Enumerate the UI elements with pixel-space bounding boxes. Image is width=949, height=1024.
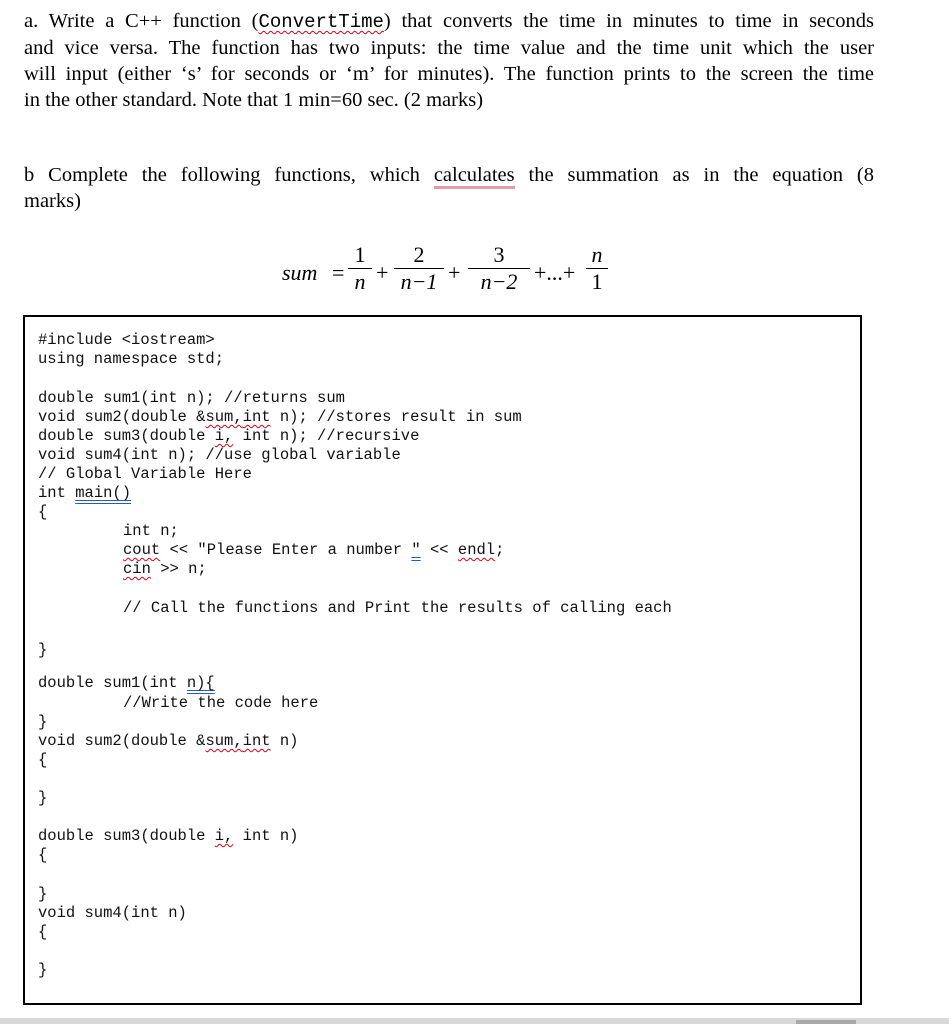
- code-close-brace-sum4: }: [38, 961, 48, 979]
- code-include: #include <iostream>: [38, 331, 215, 349]
- scrollbar-thumb[interactable]: [796, 1020, 856, 1024]
- equation-equals: =: [332, 260, 345, 285]
- code-open-brace-sum2: {: [38, 751, 48, 769]
- code-decl-sum2: void sum2(double &sum,int n); //stores result in sum: [38, 408, 522, 426]
- part-a-line-2: and vice versa. The function has two inputs: the time value and the time unit which the user: [24, 37, 874, 59]
- code-sum4-signature: void sum4(int n): [38, 904, 187, 922]
- code-global-comment: // Global Variable Here: [38, 465, 252, 483]
- code-sum2-signature: void sum2(double &sum,int n): [38, 732, 299, 750]
- code-call-comment: // Call the functions and Print the results of calling each: [123, 599, 672, 617]
- function-name-convert-time: ConvertTime: [258, 11, 384, 33]
- code-sum3-signature: double sum3(double i, int n): [38, 827, 299, 845]
- fraction-4: n 1: [586, 242, 608, 295]
- spellcheck-word-calculates: calculates: [434, 164, 515, 189]
- horizontal-scrollbar[interactable]: [0, 1018, 949, 1024]
- code-sum1-signature: double sum1(int n){: [38, 674, 215, 692]
- code-main-signature: int main(): [38, 484, 132, 502]
- plus-1: +: [376, 260, 389, 285]
- code-using: using namespace std;: [38, 350, 225, 368]
- code-decl-sum3: double sum3(double i, int n); //recursive: [38, 427, 420, 445]
- code-cin-line: cin >> n;: [123, 560, 207, 578]
- plus-2: +: [448, 260, 461, 285]
- code-close-brace-sum1: }: [38, 713, 48, 731]
- code-decl-sum4: void sum4(int n); //use global variable: [38, 446, 401, 464]
- part-b-question: [24, 162, 874, 214]
- fraction-3: 3 n−2: [468, 242, 530, 295]
- code-open-brace-sum3: {: [38, 846, 48, 864]
- part-a-line-3: will input (either ‘s’ for seconds or ‘m’ for minutes). The function prints to the screen the time: [24, 63, 874, 85]
- code-close-brace-main: }: [38, 641, 48, 659]
- equation-lhs: sum: [282, 260, 318, 285]
- code-open-brace-main: {: [38, 503, 48, 521]
- code-sum1-comment: //Write the code here: [123, 694, 319, 712]
- code-cout-line: cout << "Please Enter a number " << endl;: [123, 541, 505, 559]
- code-open-brace-sum4: {: [38, 923, 48, 941]
- part-a-question: [24, 8, 874, 113]
- part-a-line-1: a. Write a C++ function (ConvertTime) that converts the time in minutes to time in seconds: [24, 10, 874, 33]
- code-int-n: int n;: [123, 522, 179, 540]
- part-b-line-2: marks): [24, 190, 81, 212]
- ellipsis-terms: +...+: [534, 260, 576, 285]
- fraction-1: 1 n: [348, 242, 372, 295]
- code-close-brace-sum3: }: [38, 885, 48, 903]
- code-close-brace-sum2: }: [38, 789, 48, 807]
- part-a-line-4: in the other standard. Note that 1 min=60 sec. (2 marks): [24, 89, 484, 111]
- fraction-2: 2 n−1: [394, 242, 444, 295]
- code-decl-sum1: double sum1(int n); //returns sum: [38, 389, 345, 407]
- part-b-line-1: b Complete the following functions, which calculates the summation as in the equation (8: [24, 162, 874, 188]
